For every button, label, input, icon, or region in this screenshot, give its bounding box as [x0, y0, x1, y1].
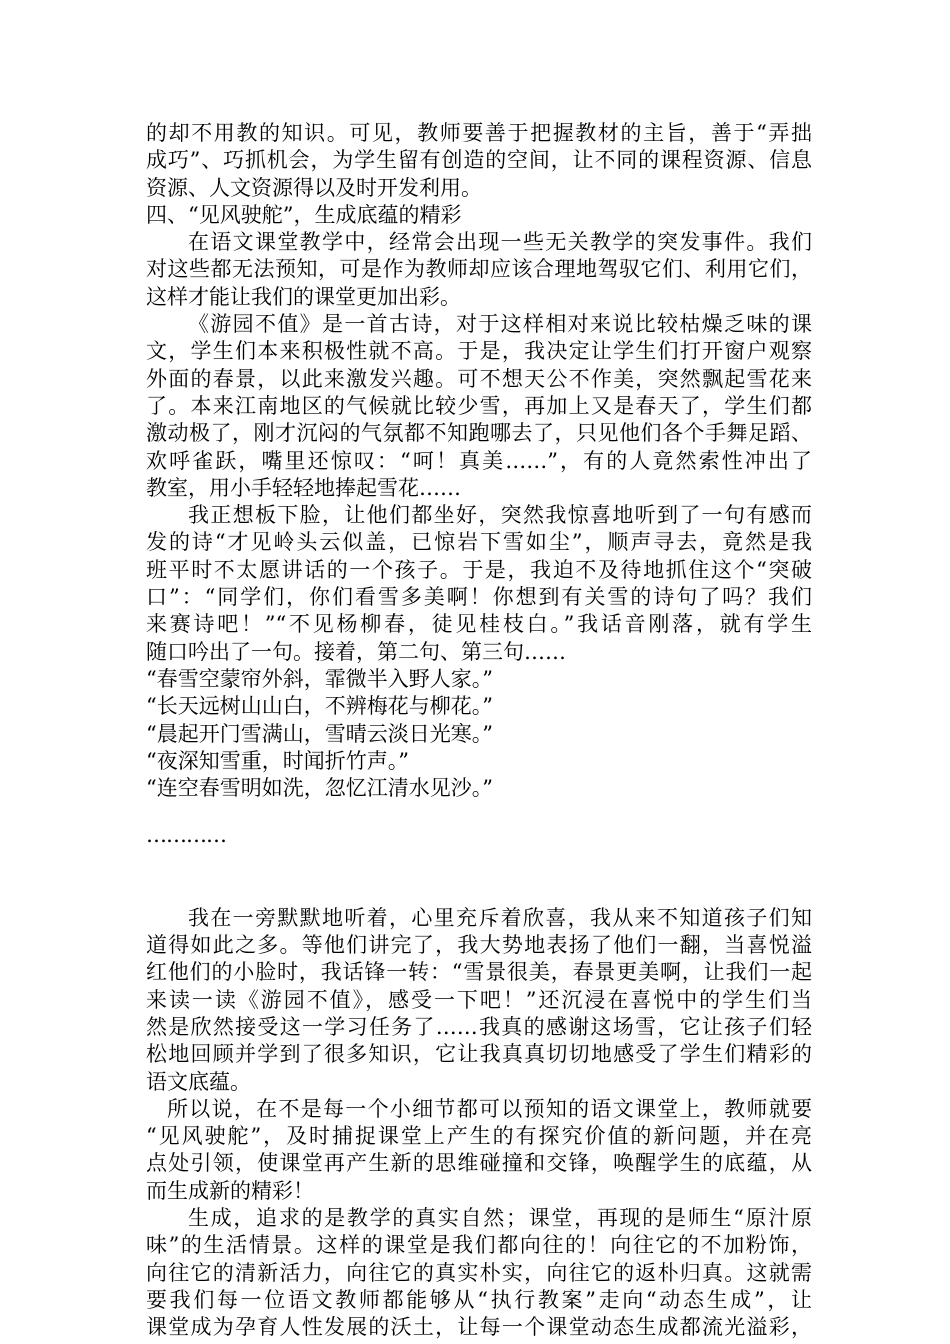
paragraph-4	[146, 905, 812, 1096]
poem-line: “长天远树山山白，不辨梅花与柳花。”	[146, 694, 493, 719]
text-line: 而生成新的精彩！	[146, 1178, 314, 1203]
document-page	[146, 120, 812, 1341]
text-line: 教室，用小手轻轻地捧起雪花……	[146, 475, 461, 500]
text-line: 欢呼雀跃，嘴里还惊叹：“呵！真美……”，有的人竟然索性冲出了	[146, 448, 812, 473]
poem-line: “连空春雪明如洗，忽忆江清水见沙。”	[146, 776, 493, 801]
text-line: 然是欣然接受这一学习任务了……我真的感谢这场雪，它让孩子们轻	[146, 1014, 812, 1039]
paragraph-3	[146, 502, 812, 666]
text-line: 课堂成为孕育人性发展的沃土，让每一个课堂动态生成都流光溢彩，	[146, 1315, 812, 1340]
text-line: 《游园不值》是一首古诗，对于这样相对来说比较枯燥乏味的课	[188, 312, 812, 337]
paragraph-1	[146, 229, 812, 311]
text-line: 要我们每一位语文教师都能够从“执行教案”走向“动态生成”，让	[146, 1287, 812, 1312]
text-line: 向往它的清新活力，向往它的真实朴实，向往它的返朴归真。这就需	[146, 1260, 812, 1285]
paragraph-5	[146, 1096, 812, 1205]
text-line: 发的诗“才见岭头云似盖，已惊岩下雪如尘”，顺声寻去，竟然是我	[146, 530, 812, 555]
text-line: 红他们的小脸时，我话锋一转：“雪景很美，春景更美啊，让我们一起	[146, 960, 812, 985]
paragraph-2	[146, 311, 812, 502]
poem-line: “春雪空蒙帘外斜，霏微半入野人家。”	[146, 666, 493, 691]
poem-line: “晨起开门雪满山，雪晴云淡日光寒。”	[146, 721, 493, 746]
text-line: 味”的生活情景。这样的课堂是我们都向往的！向往它的不加粉饰，	[146, 1233, 812, 1258]
text-line: 语文底蕴。	[146, 1069, 251, 1094]
text-line: 资源、人文资源得以及时开发利用。	[146, 175, 482, 200]
text-line: 外面的春景，以此来激发兴趣。可不想天公不作美，突然飘起雪花来	[146, 366, 812, 391]
text-line: 所以说，在不是每一个小细节都可以预知的语文课堂上，教师就要	[167, 1096, 812, 1121]
text-line: 道得如此之多。等他们讲完了，我大势地表扬了他们一翻，当喜悦溢	[146, 933, 812, 958]
text-line: 文，学生们本来积极性就不高。于是，我决定让学生们打开窗户观察	[146, 339, 812, 364]
text-line: 口”：“同学们，你们看雪多美啊！你想到有关雪的诗句了吗？我们	[146, 585, 812, 610]
text-line: 班平时不太愿讲话的一个孩子。于是，我迫不及待地抓住这个“突破	[146, 557, 812, 582]
paragraph-6	[146, 1205, 812, 1341]
text-line: 激动极了，刚才沉闷的气氛都不知跑哪去了，只见他们各个手舞足蹈、	[146, 421, 812, 446]
text-line: 点处引领，使课堂再产生新的思维碰撞和交锋，唤醒学生的底蕴，从	[146, 1151, 812, 1176]
text-line: 了。本来江南地区的气候就比较少雪，再加上又是春天了，学生们都	[146, 393, 812, 418]
ellipsis-line: …………	[146, 823, 226, 848]
text-line: 随口吟出了一句。接着，第二句、第三句……	[146, 639, 566, 664]
text-line: 来读一读《游园不值》，感受一下吧！”还沉浸在喜悦中的学生们当	[146, 987, 812, 1012]
poem-line: “夜深知雪重，时闻折竹声。”	[146, 748, 409, 773]
text-line: 松地回顾并学到了很多知识，它让我真真切切地感受了学生们精彩的	[146, 1042, 812, 1067]
text-line: 我在一旁默默地听着，心里充斥着欣喜，我从来不知道孩子们知	[188, 905, 812, 930]
text-line: 对这些都无法预知，可是作为教师却应该合理地驾驭它们、利用它们，	[146, 257, 812, 282]
poem-list	[146, 666, 812, 802]
text-line: 我正想板下脸，让他们都坐好，突然我惊喜地听到了一句有感而	[188, 503, 812, 528]
section-heading: 四、“见风驶舵”，生成底蕴的精彩	[146, 202, 462, 227]
text-line: 的却不用教的知识。可见，教师要善于把握教材的主旨，善于“弄拙	[146, 121, 812, 145]
paragraph-intro	[146, 120, 812, 202]
text-line: 来赛诗吧！”“不见杨柳春，徒见桂枝白。”我话音刚落，就有学生	[146, 612, 812, 637]
text-line: 生成，追求的是教学的真实自然；课堂，再现的是师生“原汁原	[188, 1205, 812, 1230]
text-line: 这样才能让我们的课堂更加出彩。	[146, 284, 461, 309]
text-line: 成巧”、巧抓机会，为学生留有创造的空间，让不同的课程资源、信息	[146, 148, 812, 173]
text-line: 在语文课堂教学中，经常会出现一些无关教学的突发事件。我们	[188, 230, 812, 255]
text-line: “见风驶舵”，及时捕捉课堂上产生的有探究价值的新问题，并在亮	[146, 1124, 812, 1149]
